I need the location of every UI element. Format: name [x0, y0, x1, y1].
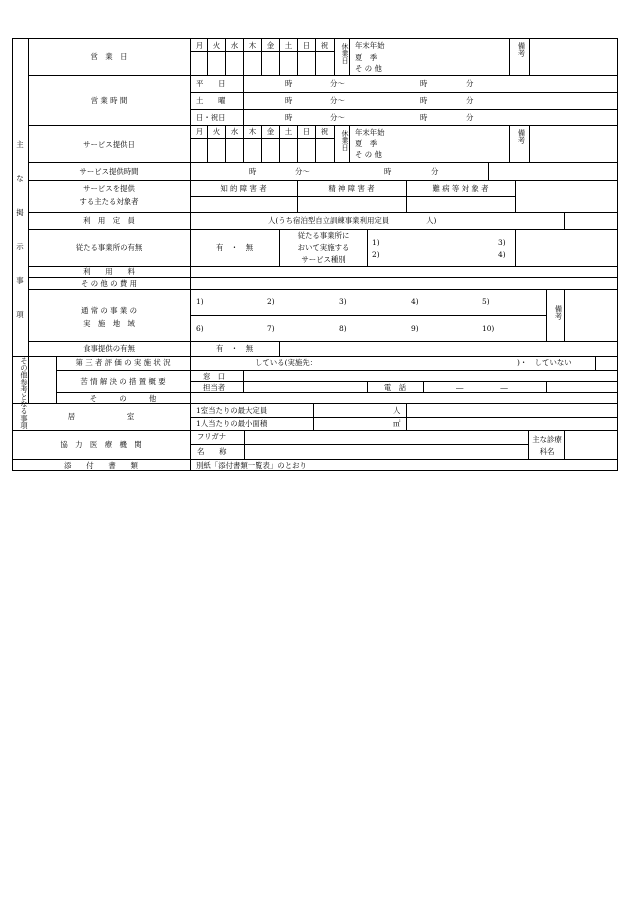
- hours-min-from: 分〜: [330, 96, 345, 105]
- closed-item-summer: 夏 季: [355, 53, 378, 62]
- hours-hour2: 時: [420, 113, 428, 122]
- hours-day: 土 曜: [196, 96, 226, 105]
- evaluation-label: 第 三 者 評 価 の 実 施 状 況: [75, 358, 171, 367]
- weekday-holiday: 祝: [320, 41, 329, 50]
- room-min-label: 1人当たりの最小面積: [196, 419, 268, 428]
- main-office-value: 有 ・ 無: [216, 243, 253, 252]
- weekday-sat: 土: [284, 127, 293, 136]
- complaint-person-label: 担当者: [203, 383, 226, 392]
- hours-min-to: 分: [466, 96, 474, 105]
- weekday-fri: 金: [266, 127, 275, 136]
- weekday-mon: 月: [195, 127, 204, 136]
- hospital-label: 協 力 医 療 機 関: [60, 440, 142, 449]
- area-item-10: 10): [482, 324, 495, 333]
- business-days-label: 営 業 日: [90, 52, 128, 61]
- hours-hour: 時: [285, 96, 293, 105]
- attached-label: 添 付 書 類: [64, 461, 138, 470]
- complaint-tel-label: 電 話: [383, 383, 407, 392]
- closed-item-summer: 夏 季: [355, 139, 378, 148]
- meal-label: 食事提供の有無: [83, 344, 135, 353]
- target-col-mental: 精 神 障 害 者: [328, 184, 375, 193]
- area-label-2: 実 施 地 域: [83, 319, 135, 328]
- target-label-1: サービスを提供: [83, 184, 135, 193]
- weekday-sat: 土: [284, 41, 293, 50]
- hours-day: 平 日: [196, 79, 226, 88]
- room-min-unit: ㎡: [393, 419, 401, 428]
- complaint-window-label: 窓 口: [203, 372, 226, 381]
- area-item-5: 5): [482, 297, 490, 306]
- service-hour: 時: [249, 167, 257, 176]
- main-office-label: 従たる事業所の有無: [75, 243, 143, 252]
- area-item-7: 7): [267, 324, 275, 333]
- target-col-intellectual: 知 的 障 害 者: [220, 184, 267, 193]
- main-office-item-4: 4): [498, 250, 506, 259]
- hours-hour: 時: [285, 113, 293, 122]
- service-remarks-label: 備考: [517, 129, 526, 144]
- closed-item-newyear: 年末年始: [355, 41, 385, 50]
- weekday-fri: 金: [266, 41, 275, 50]
- service-closed-label: 休業日: [341, 130, 349, 151]
- hospital-furigana-label: フリガナ: [197, 432, 227, 441]
- room-max-label: 1室当たりの最大定員: [196, 406, 268, 415]
- weekday-holiday: 祝: [320, 127, 329, 136]
- target-label-2: する主たる対象者: [79, 197, 139, 206]
- service-days-label: サービス提供日: [83, 140, 135, 149]
- closed-item-other: そ の 他: [355, 64, 382, 73]
- main-office-item-1: 1): [372, 238, 380, 247]
- area-label-1: 通 常 の 事 業 の: [80, 306, 138, 315]
- weekday-wed: 水: [230, 41, 239, 50]
- business-remarks-label: 備考: [517, 42, 526, 57]
- hours-hour2: 時: [420, 79, 428, 88]
- evaluation-value: している(実施先：: [255, 358, 318, 367]
- area-item-3: 3): [339, 297, 347, 306]
- weekday-thu: 木: [248, 127, 257, 136]
- sidebar-other-text: その他参考となる事項: [20, 357, 29, 429]
- weekday-tue: 火: [212, 41, 221, 50]
- target-col-intractable: 難 病 等 対 象 者: [432, 184, 489, 193]
- area-item-9: 9): [411, 324, 419, 333]
- evaluation-value-end: )・ していない: [517, 358, 572, 367]
- hospital-name-label: 名 称: [197, 447, 227, 456]
- attached-value: 別紙「添付書類一覧表」のとおり: [196, 461, 307, 470]
- weekday-sun: 日: [302, 41, 311, 50]
- service-min-from: 分〜: [295, 167, 310, 176]
- main-office-type-label-2: おいて実施する: [297, 243, 350, 252]
- hours-min-to: 分: [466, 79, 474, 88]
- area-item-4: 4): [411, 297, 419, 306]
- weekday-thu: 木: [248, 41, 257, 50]
- complaint-tel-value: ― ―: [456, 383, 508, 392]
- weekday-mon: 月: [195, 41, 204, 50]
- room-max-unit: 人: [393, 406, 401, 415]
- sidebar-main-items: 主な掲示事項: [16, 140, 24, 319]
- meal-value: 有 ・ 無: [216, 344, 253, 353]
- service-min-to: 分: [431, 167, 439, 176]
- other-label: そ の 他: [89, 394, 157, 403]
- hours-hour2: 時: [420, 96, 428, 105]
- hours-min-from: 分〜: [330, 113, 345, 122]
- area-item-6: 6): [196, 324, 204, 333]
- service-hour2: 時: [384, 167, 392, 176]
- area-item-2: 2): [267, 297, 275, 306]
- closed-item-other: そ の 他: [355, 150, 382, 159]
- main-office-item-3: 3): [498, 238, 506, 247]
- hours-min-from: 分〜: [330, 79, 345, 88]
- business-closed-label: 休業日: [341, 43, 349, 64]
- capacity-label: 利 用 定 員: [83, 216, 135, 225]
- hours-min-to: 分: [466, 113, 474, 122]
- main-office-item-2: 2): [372, 250, 380, 259]
- area-item-8: 8): [339, 324, 347, 333]
- weekday-sun: 日: [302, 127, 311, 136]
- hours-day: 日・祝日: [196, 113, 226, 122]
- area-item-1: 1): [196, 297, 204, 306]
- main-office-type-label-1: 従たる事業所に: [297, 231, 350, 240]
- fee-label: 利 用 料: [83, 267, 135, 276]
- business-hours-label: 営 業 時 間: [90, 96, 128, 105]
- closed-item-newyear: 年末年始: [355, 128, 385, 137]
- service-hours-label: サービス提供時間: [79, 167, 139, 176]
- area-remarks-label: 備考: [554, 305, 563, 320]
- hospital-dept-label: 主な診療科名: [532, 435, 562, 456]
- weekday-wed: 水: [230, 127, 239, 136]
- complaint-label: 苦 情 解 決 の 措 置 概 要: [80, 377, 166, 386]
- weekday-tue: 火: [212, 127, 221, 136]
- main-office-type-label-3: サービス種別: [301, 255, 346, 264]
- other-cost-label: そ の 他 の 費 用: [80, 279, 138, 288]
- hours-hour: 時: [285, 79, 293, 88]
- capacity-value: 人(うち宿泊型自立訓練事業利用定員 人): [268, 216, 437, 225]
- room-label: 居 室: [67, 412, 135, 421]
